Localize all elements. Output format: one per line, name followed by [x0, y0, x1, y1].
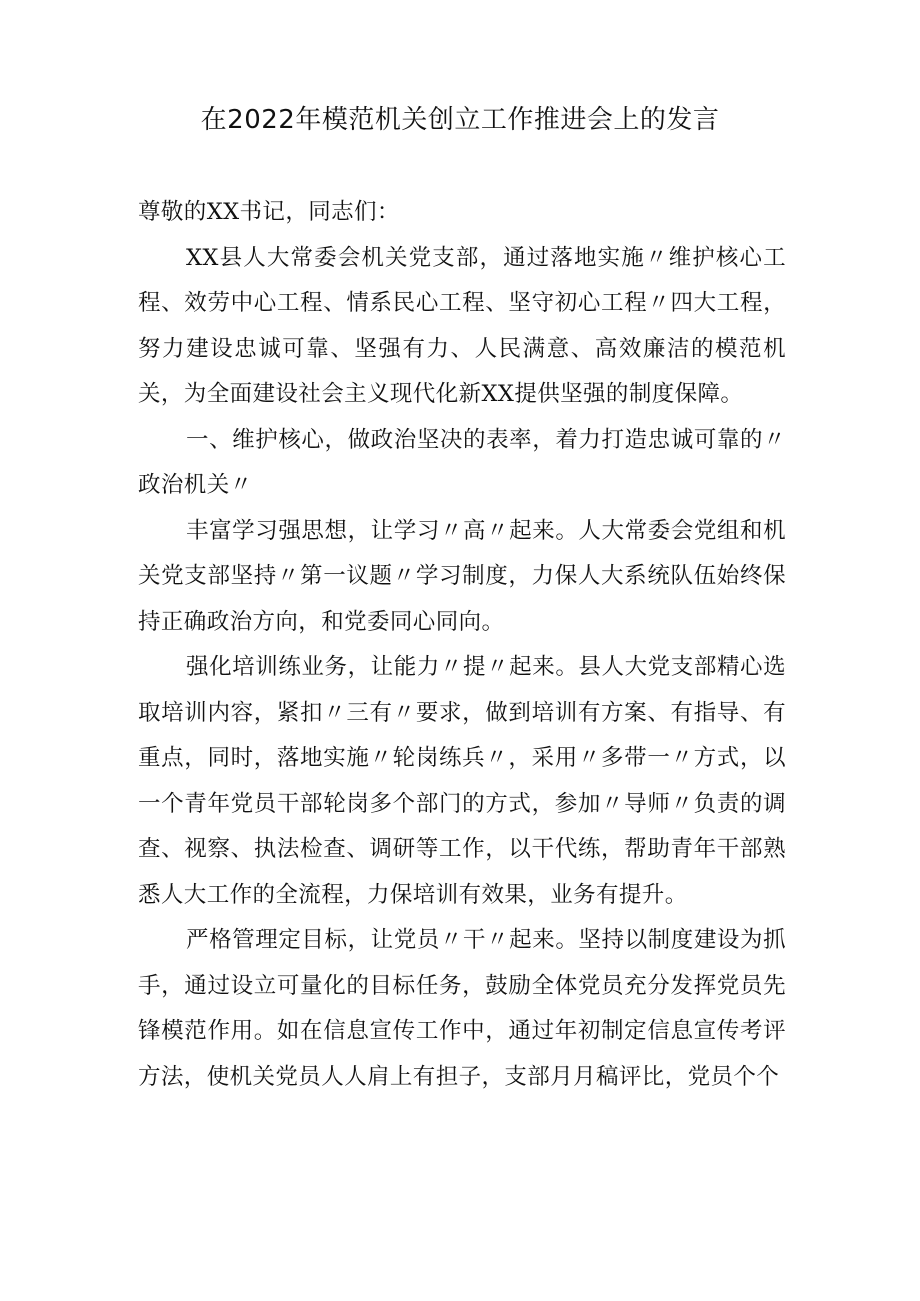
section-heading-1: 一、维护核心，做政治坚决的表率，着力打造忠诚可靠的〃政治机关〃	[138, 426, 786, 498]
paragraph-study: 丰富学习强思想，让学习〃高〃起来。人大常委会党组和机关党支部坚持〃第一议题〃学习制度，力保人大系统队伍始终保持正确政治方向，和党委同心同向。	[138, 517, 786, 635]
paragraph-intro: XX县人大常委会机关党支部，通过落地实施〃维护核心工程、效劳中心工程、情系民心工程、坚守初心工程〃四大工程，努力建设忠诚可靠、坚强有力、人民满意、高效廉洁的模范机关，为全面建设社会主义现代化新XX提供坚强的制度保障。	[138, 244, 786, 407]
paragraph-training: 强化培训练业务，让能力〃提〃起来。县人大党支部精心选取培训内容，紧扣〃三有〃要求，做到培训有方案、有指导、有重点，同时，落地实施〃轮岗练兵〃，采用〃多带一〃方式，以一个青年党员干部轮岗多个部门的方式，参加〃导师〃负责的调查、视察、执法检查、调研等工作，以干代练，帮助青年干部熟悉人大工作的全流程，力保培训有效果，业务有提升。	[138, 654, 786, 908]
document-body	[138, 190, 786, 1100]
salutation: 尊敬的XX书记，同志们：	[138, 199, 400, 225]
document-title: 在2022年模范机关创立工作推进会上的发言	[200, 105, 720, 135]
paragraph-management: 严格管理定目标，让党员〃干〃起来。坚持以制度建设为抓手，通过设立可量化的目标任务，鼓励全体党员充分发挥党员先锋模范作用。如在信息宣传工作中，通过年初制定信息宣传考评方法，使机关党员人人肩上有担子，支部月月稿评比，党员个个	[138, 927, 786, 1090]
